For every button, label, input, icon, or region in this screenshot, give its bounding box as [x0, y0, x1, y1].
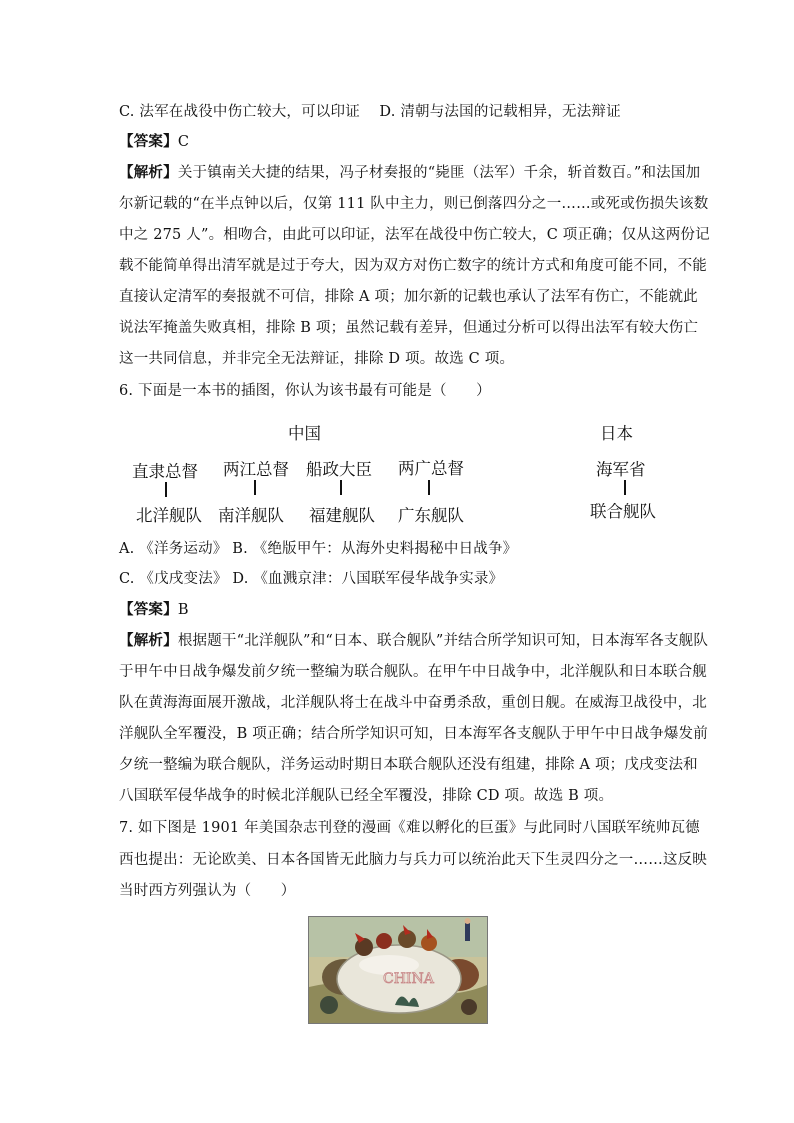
- q6-analysis-line: 于甲午中日战争爆发前夕统一整编为联合舰队。在甲午中日战争中，北洋舰队和日本联合舰: [119, 664, 707, 680]
- diagram-beiyang-fleet: 北洋舰队: [136, 506, 202, 525]
- diagram-guangdong-fleet: 广东舰队: [398, 506, 464, 525]
- q5-analysis-line: 这一共同信息，并非完全无法辩证，排除 D 项。故选 C 项。: [119, 351, 515, 367]
- egg-china-label: CHINA: [383, 971, 434, 987]
- q5-analysis-label: 【解析】: [119, 164, 178, 181]
- q6-analysis-line: 夕统一整编为联合舰队，洋务运动时期日本联合舰队还没有组建，排除 A 项；戊戌变法和: [119, 757, 698, 773]
- q6-analysis-line: [119, 631, 709, 651]
- q6-analysis-text: 根据题干“北洋舰队”和“日本、联合舰队”并结合所学知识可知，日本海军各支舰队: [177, 633, 709, 649]
- cartoon-illustration: [309, 917, 487, 1023]
- diagram-china-title: 中国: [288, 424, 321, 443]
- q5-analysis-line: 尔新记载的“在半点钟以后，仅第 111 队中主力，则已倒落四分之一……或死或伤损失该数: [119, 196, 709, 212]
- diagram-liangguang-governor: 两广总督: [398, 459, 464, 478]
- q6-analysis-line: 八国联军侵华战争的时候北洋舰队已经全军覆没，排除 CD 项。故选 B 项。: [119, 788, 614, 804]
- diagram-connector: [428, 480, 430, 495]
- giant-egg-cartoon: [308, 916, 488, 1024]
- diagram-fujian-fleet: 福建舰队: [309, 506, 375, 525]
- q6-option-ab: A. 《洋务运动》 B. 《绝版甲午：从海外史料揭秘中日战争》: [119, 541, 518, 557]
- q7-stem-line: 当时西方列强认为（ ）: [119, 883, 296, 899]
- diagram-zhili-governor: 直隶总督: [132, 462, 198, 481]
- q5-answer-value: C: [177, 134, 190, 150]
- diagram-combined-fleet: 联合舰队: [590, 502, 656, 521]
- q6-analysis-label: 【解析】: [119, 632, 178, 649]
- diagram-shipping-minister: 船政大臣: [306, 460, 372, 479]
- q7-stem-line: 7. 如下图是 1901 年美国杂志刊登的漫画《难以孵化的巨蛋》与此同时八国联军统帅瓦德: [119, 820, 700, 836]
- diagram-japan-title: 日本: [600, 424, 633, 443]
- q5-analysis-line: 中之 275 人”。相吻合，由此可以印证，法军在战役中伤亡较大，C 项正确；仅从这两份记: [119, 227, 710, 243]
- diagram-connector: [340, 480, 342, 495]
- diagram-liangjiang-governor: 两江总督: [223, 460, 289, 479]
- q5-analysis-text: 关于镇南关大捷的结果，冯子材奏报的“毙匪（法军）千余，斩首数百。”和法国加: [177, 165, 701, 181]
- diagram-nanyang-fleet: 南洋舰队: [218, 506, 284, 525]
- q5-analysis-line: 载不能简单得出清军就是过于夸大，因为双方对伤亡数字的统计方式和角度可能不同，不能: [119, 258, 707, 274]
- q6-answer-label: 【答案】: [119, 601, 178, 618]
- q7-stem-line: 西也提出：无论欧美、日本各国皆无此脑力与兵力可以统治此天下生灵四分之一……这反映: [119, 852, 707, 868]
- q6-answer: [119, 600, 189, 620]
- q6-analysis-line: 队在黄海海面展开激战，北洋舰队将士在战斗中奋勇杀敌，重创日舰。在威海卫战役中，北: [119, 695, 707, 711]
- q6-stem: 6. 下面是一本书的插图，你认为该书最有可能是（ ）: [119, 383, 491, 399]
- diagram-connector: [254, 480, 256, 495]
- q5-answer: [119, 132, 189, 152]
- q6-option-cd: C. 《戊戌变法》 D. 《血溅京津：八国联军侵华战争实录》: [119, 571, 504, 587]
- q5-analysis-line: [119, 163, 701, 183]
- q5-analysis-line: 直接认定清军的奏报就不可信，排除 A 项；加尔新的记载也承认了法军有伤亡，不能就此: [119, 289, 698, 305]
- q5-option-cd: C. 法军在战役中伤亡较大，可以印证 D. 清朝与法国的记载相异，无法辩证: [119, 104, 621, 120]
- q5-analysis-line: 说法军掩盖失败真相，排除 B 项；虽然记载有差异，但通过分析可以得出法军有较大伤亡: [119, 320, 699, 336]
- q6-answer-value: B: [177, 602, 189, 618]
- q5-answer-label: 【答案】: [119, 133, 178, 150]
- diagram-navy-ministry: 海军省: [596, 460, 646, 479]
- diagram-connector: [624, 480, 626, 495]
- diagram-connector: [165, 482, 167, 497]
- q6-analysis-line: 洋舰队全军覆没，B 项正确；结合所学知识可知，日本海军各支舰队于甲午中日战争爆发前: [119, 726, 708, 742]
